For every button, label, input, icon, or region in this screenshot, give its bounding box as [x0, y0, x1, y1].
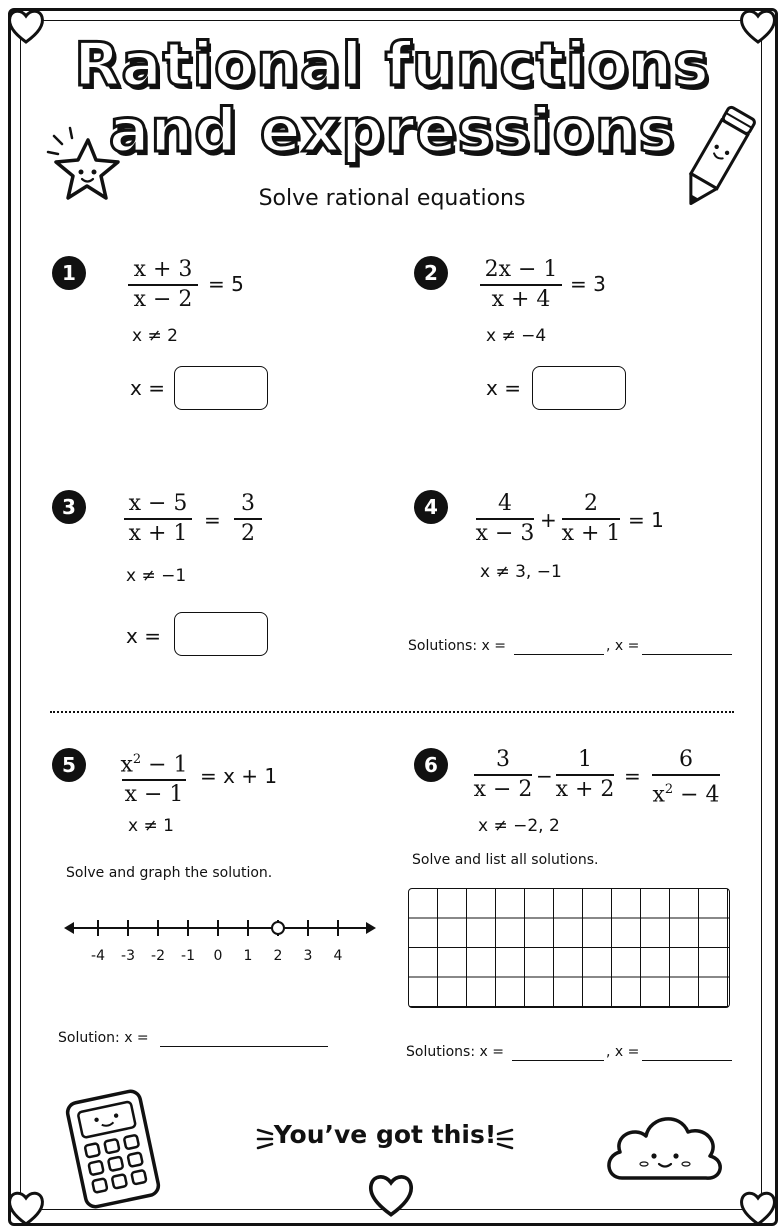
denominator-base: x: [652, 781, 665, 807]
heart-icon: [364, 1168, 418, 1222]
heart-icon: [4, 4, 48, 48]
problem-2-number: 2: [414, 256, 448, 290]
problem-4-rhs: = 1: [628, 508, 664, 532]
denominator-exponent: 2: [664, 781, 674, 797]
problem-2-rhs: = 3: [570, 272, 606, 296]
denominator: 2: [241, 520, 255, 546]
denominator-rest: − 4: [673, 781, 720, 807]
problem-3-fraction-left: [124, 490, 192, 548]
numerator: 2x − 1: [484, 257, 558, 282]
numerator-base: x: [120, 752, 133, 778]
problem-1-answer-box[interactable]: [174, 366, 268, 410]
problem-3-answer-label: x =: [126, 624, 161, 648]
denominator: x − 2: [473, 776, 533, 802]
numerator-exponent: 2: [132, 752, 142, 767]
number-line-label: 1: [243, 948, 253, 964]
denominator: x − 2: [133, 286, 193, 312]
heart-icon: [736, 4, 780, 48]
problem-6-equals: =: [624, 764, 641, 788]
open-circle-point: [272, 922, 284, 934]
problem-5-solution-label: Solution: x =: [58, 1030, 149, 1046]
problem-6-instruction: Solve and list all solutions.: [412, 852, 599, 868]
problem-6-solutions-sep: , x =: [606, 1044, 640, 1060]
page-title: [60, 32, 724, 164]
problem-4-solution-line-2[interactable]: [642, 654, 732, 655]
number-line-label: -1: [181, 948, 195, 964]
problem-4-operator: +: [540, 508, 557, 532]
numerator: 1: [578, 747, 592, 772]
subtitle: Solve rational equations: [258, 186, 526, 211]
problem-2-answer-box[interactable]: [532, 366, 626, 410]
scratch-grid[interactable]: [408, 888, 730, 1008]
denominator: x + 1: [128, 520, 188, 546]
problem-6-solutions-label: Solutions: x =: [406, 1044, 504, 1060]
problem-6-solution-line-2[interactable]: [642, 1060, 732, 1061]
numerator: x − 5: [128, 491, 188, 516]
problem-4-number: 4: [414, 490, 448, 524]
left-arrow-icon: [64, 922, 74, 934]
problem-6-fraction-2: [556, 746, 614, 804]
problem-4-fraction-1: [476, 490, 534, 548]
problem-2-fraction: [480, 256, 562, 314]
problem-4-solutions-sep: , x =: [606, 638, 640, 654]
problem-4-solutions-label: Solutions: x =: [408, 638, 506, 654]
problem-1-answer-label: x =: [130, 376, 165, 400]
calculator-icon: [58, 1088, 168, 1210]
heart-icon: [4, 1186, 48, 1230]
number-line-label: 4: [333, 948, 343, 964]
problem-5-number: 5: [52, 748, 86, 782]
denominator: x − 3: [475, 520, 535, 546]
problem-6-fraction-3: [652, 746, 720, 809]
problem-4-restriction: x ≠ 3, −1: [480, 562, 562, 582]
numerator-rest: − 1: [141, 752, 188, 778]
problem-2-restriction: x ≠ −4: [486, 326, 547, 346]
problem-3-fraction-right: [234, 490, 262, 548]
numerator: 2: [584, 491, 598, 516]
problem-3-restriction: x ≠ −1: [126, 566, 187, 586]
problem-1-rhs: = 5: [208, 272, 244, 296]
problem-3-number: 3: [52, 490, 86, 524]
numerator: 3: [496, 747, 510, 772]
numerator: 4: [498, 491, 512, 516]
problem-5-solution-line[interactable]: [160, 1046, 328, 1047]
right-arrow-icon: [366, 922, 376, 934]
number-line-label: 2: [273, 948, 283, 964]
number-line-label: 3: [303, 948, 313, 964]
problem-5-rhs: = x + 1: [200, 764, 278, 788]
problem-5-instruction: Solve and graph the solution.: [66, 865, 273, 881]
numerator: 6: [679, 747, 693, 772]
cloud-icon: [600, 1098, 730, 1192]
denominator: x − 1: [124, 781, 184, 807]
problem-6-restriction: x ≠ −2, 2: [478, 816, 560, 836]
number-line: [60, 910, 380, 946]
numerator: [120, 746, 187, 779]
problem-5-restriction: x ≠ 1: [128, 816, 174, 836]
title-line-2: and expressions: [108, 96, 676, 166]
problem-1-number: 1: [52, 256, 86, 290]
denominator: x + 4: [491, 286, 551, 312]
section-divider: [50, 711, 734, 713]
problem-1-restriction: x ≠ 2: [132, 326, 178, 346]
problem-4-solution-line-1[interactable]: [514, 654, 604, 655]
heart-icon: [736, 1186, 780, 1230]
title-line-1: Rational functions: [74, 30, 710, 100]
sparkle-lines-right-icon: [494, 1124, 516, 1154]
problem-3-equals: =: [204, 508, 221, 532]
problem-5-fraction: [122, 746, 186, 809]
number-line-label: -4: [91, 948, 105, 964]
problem-1-fraction: [128, 256, 198, 314]
number-line-label: -2: [151, 948, 165, 964]
problem-6-operator: −: [536, 764, 553, 788]
problem-3-answer-box[interactable]: [174, 612, 268, 656]
denominator: x + 2: [555, 776, 615, 802]
encouragement-message: You’ve got this!: [273, 1120, 497, 1149]
problem-2-answer-label: x =: [486, 376, 521, 400]
problem-6-solution-line-1[interactable]: [512, 1060, 604, 1061]
denominator: [652, 776, 719, 809]
numerator: x + 3: [133, 257, 193, 282]
numerator: 3: [241, 491, 255, 516]
number-line-label: 0: [213, 948, 223, 964]
denominator: x + 1: [561, 520, 621, 546]
problem-4-fraction-2: [562, 490, 620, 548]
problem-6-number: 6: [414, 748, 448, 782]
problem-6-fraction-1: [474, 746, 532, 804]
number-line-label: -3: [121, 948, 135, 964]
